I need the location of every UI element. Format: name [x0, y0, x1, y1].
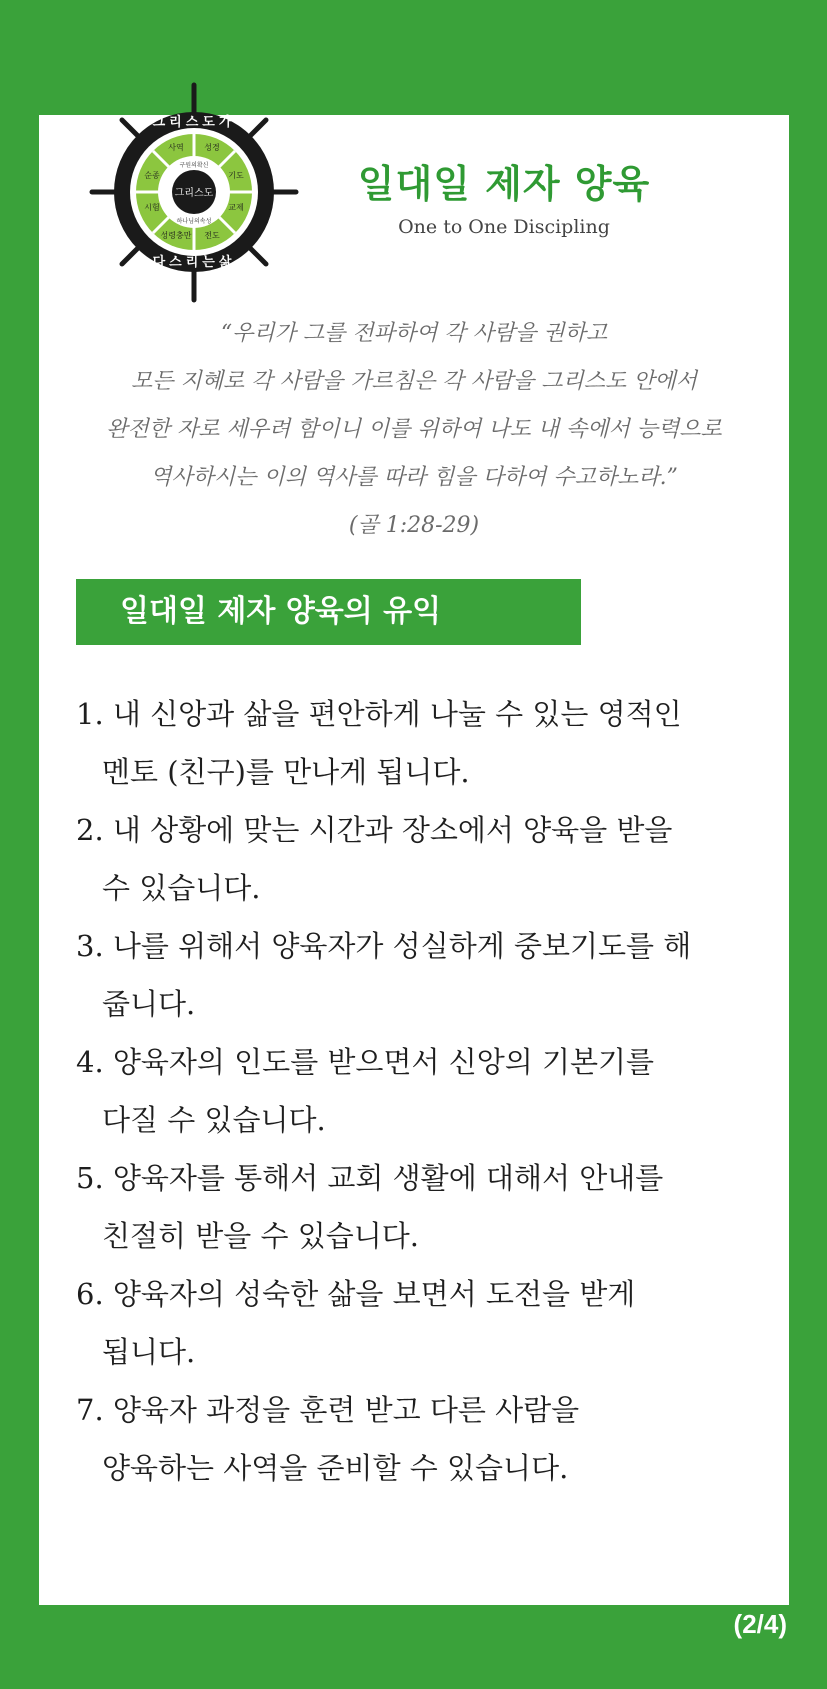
logo-segment-2: 성경: [204, 143, 220, 152]
ship-wheel-logo: [84, 80, 304, 305]
list-item: [76, 1265, 776, 1381]
list-item-text: 2. 내 상황에 맞는 시간과 장소에서 양육을 받을: [76, 813, 673, 847]
quote-reference: (골 1:28-29): [348, 513, 480, 538]
list-item-text: 1. 내 신앙과 삶을 편안하게 나눌 수 있는 영적인: [76, 697, 682, 731]
list-item-text: 3. 나를 위해서 양육자가 성실하게 중보기도를 해: [76, 929, 692, 963]
list-item: [76, 685, 776, 801]
section-title: 일대일 제자 양육의 유익: [120, 594, 442, 629]
logo-segment-6: 성령충만: [160, 231, 192, 240]
list-item-text: 6. 양육자의 성숙한 삶을 보면서 도전을 받게: [76, 1277, 636, 1311]
logo-arc-top: 그리스도가: [152, 115, 236, 130]
content-card: [39, 115, 789, 1605]
quote-line: 완전한 자로 세우려 함이니 이를 위하여 나도 내 속에서 능력으로: [106, 417, 722, 442]
list-item: [76, 917, 776, 1033]
list-item: [76, 1149, 776, 1265]
logo-segment-8: 순종: [144, 171, 160, 180]
list-item-text-cont: 친절히 받을 수 있습니다.: [102, 1219, 420, 1253]
page-indicator: (2/4): [733, 1609, 787, 1639]
list-item-text-cont: 다질 수 있습니다.: [102, 1103, 326, 1137]
list-item-text-cont: 멘토 (친구)를 만나게 됩니다.: [102, 755, 470, 789]
logo-arc-bottom: 다스리는삶: [152, 255, 236, 270]
scripture-quote: [59, 310, 769, 550]
logo-segment-4: 교제: [228, 203, 244, 212]
quote-line: 역사하시는 이의 역사를 따라 힘을 다하여 수고하노라.”: [150, 465, 678, 490]
page-subtitle: One to One Discipling: [398, 216, 610, 238]
list-item: [76, 1381, 776, 1497]
section-header-bar: [76, 579, 581, 645]
list-item: [76, 1033, 776, 1149]
logo-inner-bottom: 하나님의속성: [176, 218, 212, 225]
list-item-text: 4. 양육자의 인도를 받으면서 신앙의 기본기를: [76, 1045, 655, 1079]
list-item-text: 5. 양육자를 통해서 교회 생활에 대해서 안내를: [76, 1161, 664, 1195]
list-item-text-cont: 줍니다.: [102, 987, 196, 1021]
logo-inner-top: 구원의확신: [179, 162, 209, 169]
benefits-list: [76, 685, 776, 1497]
list-item: [76, 801, 776, 917]
quote-line: 모든 지혜로 각 사람을 가르침은 각 사람을 그리스도 안에서: [131, 369, 697, 394]
logo-segment-1: 사역: [168, 143, 184, 152]
list-item-text: 7. 양육자 과정을 훈련 받고 다른 사람을: [76, 1393, 580, 1427]
list-item-text-cont: 수 있습니다.: [102, 871, 261, 905]
quote-line: “우리가 그를 전파하여 각 사람을 권하고: [220, 321, 608, 346]
logo-segment-5: 전도: [204, 231, 220, 240]
header: [354, 153, 654, 238]
list-item-text-cont: 됩니다.: [102, 1335, 196, 1369]
logo-segment-3: 기도: [228, 171, 244, 180]
logo-segment-7: 시험: [144, 203, 160, 212]
logo-center-label: 그리스도: [174, 188, 214, 199]
list-item-text-cont: 양육하는 사역을 준비할 수 있습니다.: [102, 1451, 569, 1485]
page-title: 일대일 제자 양육: [357, 162, 651, 206]
